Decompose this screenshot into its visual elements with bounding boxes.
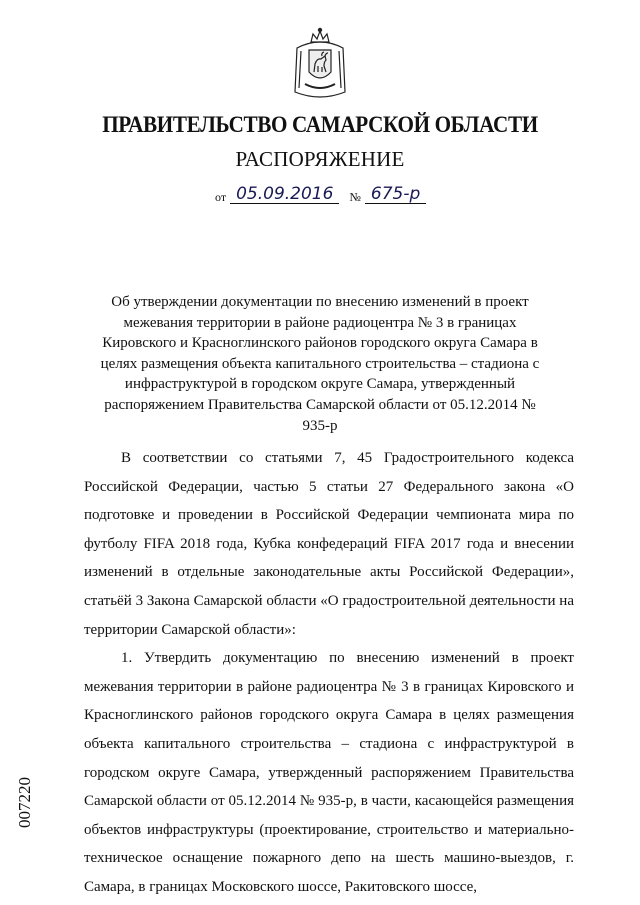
document-number: 675-р bbox=[365, 186, 426, 204]
preamble-paragraph: В соответствии со статьями 7, 45 Градостроительного кодекса Российской Федерации, частью 5 статьи 27 Федерального закона «О подготовке и проведении в Российской Федерации чемпионата мира по футболу FIFA 2018 года, Кубка конфедераций FIFA 2017 года и внесении изменений в отдельные законодательные акты Российской Федерации», статьёй 3 Закона Самарской области «О градостроительной деятельности на территории Самарской области»: bbox=[84, 450, 574, 638]
government-title: ПРАВИТЕЛЬСТВО САМАРСКОЙ ОБЛАСТИ bbox=[102, 112, 538, 137]
document-date: 05.09.2016 bbox=[230, 186, 339, 204]
document-meta bbox=[215, 186, 426, 204]
number-prefix: № bbox=[349, 190, 361, 204]
clause-1-paragraph: 1. Утвердить документацию по внесению изменений в проект межевания территории в районе радиоцентра № 3 в границах Кировского и Красноглинского районов городского округа Самара в целях размещения объекта капитального строительства – стадиона с инфраструктурой в городском округе Самара, утвержденный распоряжением Правительства Самарской области от 05.12.2014 № 935-р, в части, касающейся размещения объектов инфраструктуры (проектирование, строительство и материально-техническое оснащение пожарного депо на шесть машино-выездов, г. Самара, в границах Московского шоссе, Ракитовского шоссе, bbox=[84, 650, 574, 895]
document-body bbox=[84, 444, 574, 902]
side-stamp-number: 007220 bbox=[15, 777, 34, 829]
document-subject: Об утверждении документации по внесению изменений в проект межевания территории в районе радиоцентра № 3 в границах Кировского и Красноглинского районов городского округа Самара в целях размещения объекта капитального строительства – стадиона с инфраструктурой в городском округе Самара, утвержденный распоряжением Правительства Самарской области от 05.12.2014 № 935-р bbox=[100, 294, 540, 434]
document-type: РАСПОРЯЖЕНИЕ bbox=[235, 147, 405, 171]
date-prefix: от bbox=[215, 190, 227, 204]
coat-of-arms-icon bbox=[291, 26, 349, 102]
